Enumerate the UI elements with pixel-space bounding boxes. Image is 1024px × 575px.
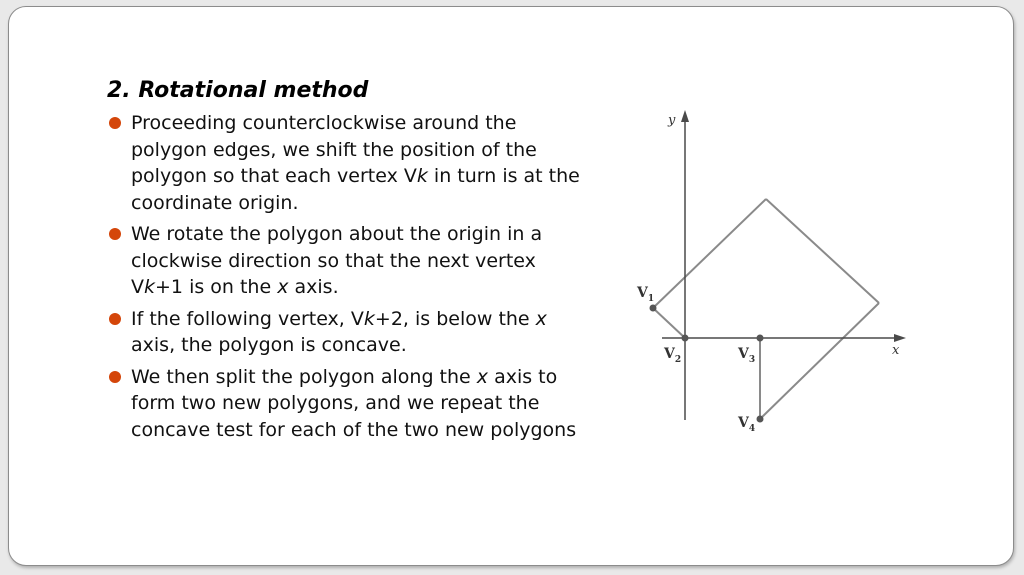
bullet-text: We rotate the polygon about the origin in a clockwise direction so that the next vertex V (131, 223, 543, 298)
bullet-item-3 (107, 306, 592, 359)
bullet-item-1 (107, 110, 592, 216)
axis-x-label: x (892, 343, 900, 358)
bullet-text: Proceeding counterclockwise around the polygon edges, we shift the position of the polygon so that each vertex V (131, 112, 537, 187)
vertex-v2-point (682, 335, 689, 342)
bullet-italic: k (144, 276, 156, 298)
concave-polygon-diagram (625, 104, 915, 440)
polygon-edges (653, 199, 879, 419)
vertex-v1-label: $V_1$ (637, 285, 655, 304)
edge-v1-top (653, 199, 766, 308)
edge-top-right (766, 199, 879, 303)
bullet-dot-icon (109, 371, 121, 383)
bullet-text: axis. (288, 276, 339, 298)
bullet-italic: x (535, 307, 547, 330)
bullet-text: If the following vertex, V (131, 307, 364, 330)
vertex-v4-point (757, 416, 764, 423)
edge-v1-v2 (653, 308, 685, 338)
y-axis-arrow-icon (681, 110, 689, 122)
bullet-text: We then split the polygon along the (131, 365, 477, 388)
vertex-v2-label: $V_2$ (664, 346, 682, 365)
diagram-labels (636, 113, 900, 434)
edge-right-v4 (760, 303, 879, 419)
bullet-list (107, 110, 592, 443)
bullet-dot-icon (109, 117, 121, 129)
bullet-italic: k (416, 165, 428, 187)
vertex-v3-point (757, 335, 764, 342)
vertex-v4-label: $V_4$ (738, 415, 756, 434)
vertex-v1-point (650, 305, 657, 312)
axis-y-label: y (668, 113, 676, 128)
bullet-text: in turn is at the coordinate origin. (131, 165, 580, 214)
bullet-text: +1 is on the (155, 276, 278, 298)
slide-heading: 2. Rotational method (107, 78, 369, 103)
slide-content (107, 76, 592, 448)
bullet-text: axis, the polygon is concave. (131, 334, 407, 356)
bullet-text: +2, is below the (374, 307, 536, 330)
bullet-text: axis to form two new polygons, and we repeat the concave test for each of the two new polygons (131, 365, 577, 441)
vertex-points (650, 305, 764, 423)
bullet-item-4 (107, 364, 592, 444)
bullet-italic: x (277, 276, 289, 298)
bullet-dot-icon (109, 313, 121, 325)
bullet-item-2 (107, 221, 592, 301)
vertex-v3-label: $V_3$ (738, 346, 756, 365)
bullet-italic: x (476, 365, 489, 388)
bullet-dot-icon (109, 228, 121, 240)
bullet-italic: k (363, 307, 375, 330)
x-axis-arrow-icon (894, 334, 906, 342)
